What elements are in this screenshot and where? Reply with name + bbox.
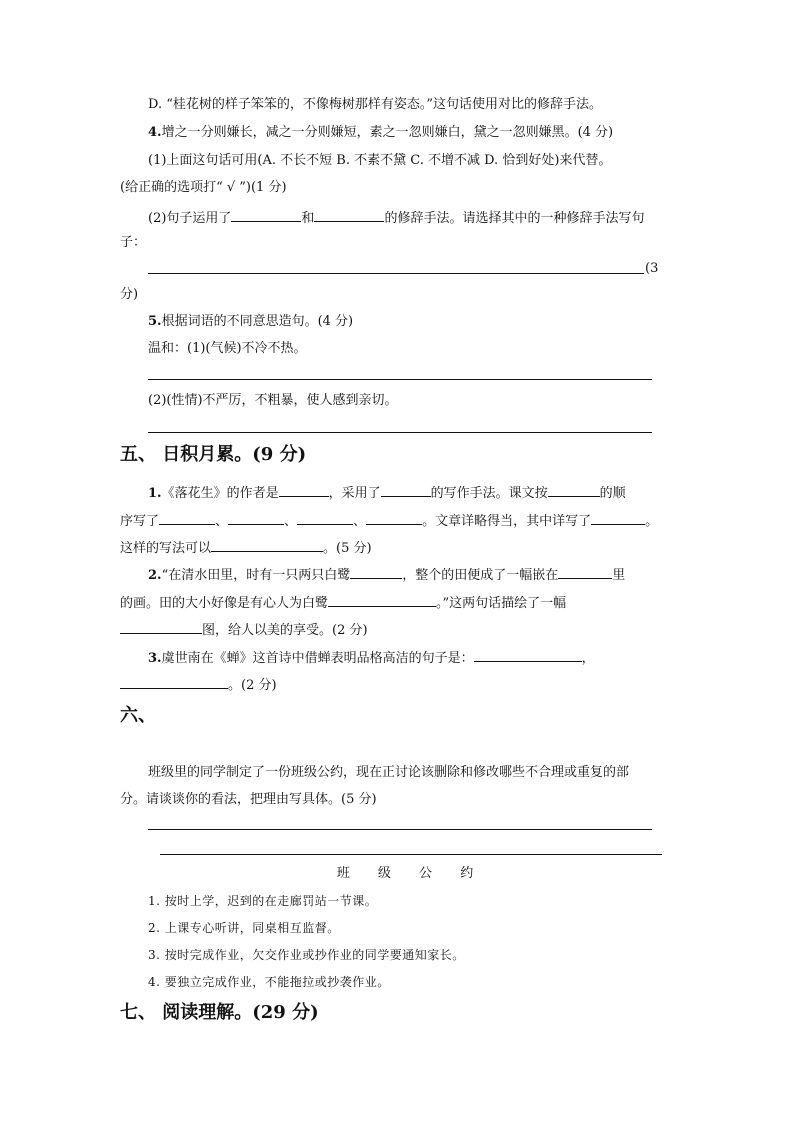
separator: 、 <box>215 514 229 529</box>
s5-q2-text-c: 里 <box>612 568 626 583</box>
question-4-2-score-a: (3 <box>645 261 659 276</box>
s5-question-1-line1 <box>148 482 626 503</box>
question-4-2-text-c: 的修辞手法。请选择其中的一种修辞手法写句 <box>384 211 645 226</box>
blank-effect[interactable] <box>211 537 323 552</box>
question-5-number: 5. <box>148 314 162 329</box>
question-4-1-line2: (给正确的选项打“ √ ”)(1 分) <box>120 180 287 195</box>
charter-rule-4: 4. 要独立完成作业，不能拖拉或抄袭作业。 <box>148 975 390 989</box>
s5-q1-line2-text-a: 序写了 <box>120 514 160 529</box>
charter-title: 班 级 公 约 <box>336 866 486 881</box>
s5-q2-line2-text-a: 的画。田的大小好像是有心人为白鹭 <box>120 596 329 611</box>
answer-line-sentence[interactable] <box>148 273 644 274</box>
s5-question-3-number: 3. <box>148 651 162 666</box>
question-5-text: 根据词语的不同意思造句。(4 分) <box>161 314 354 329</box>
s5-q1-text-a: 《落花生》的作者是 <box>161 486 279 501</box>
blank-author[interactable] <box>279 482 329 497</box>
blank-detailed[interactable] <box>591 510 645 525</box>
s5-question-1-number: 1. <box>148 486 162 501</box>
question-5-2: (2)(性情)不严厉，不粗暴，使人感到亲切。 <box>148 393 398 408</box>
s5-q1-text-d: 的顺 <box>599 486 626 501</box>
s5-q1-text-b: ，采用了 <box>328 486 381 501</box>
s5-question-3-line2 <box>120 674 277 695</box>
s5-q2-text-a: “在清水田里，时有一只两只白鹭 <box>161 568 351 583</box>
blank-poem-line-1[interactable] <box>474 647 582 662</box>
s5-q2-text-b: ，整个的田便成了一幅嵌在 <box>402 568 559 583</box>
s5-q3-text-b: ， <box>581 651 595 666</box>
blank-egret-action[interactable] <box>350 564 402 579</box>
question-4-2-text-a: (2)句子运用了 <box>148 211 232 226</box>
section-6-prompt-line1: 班级里的同学制定了一份班级公约，现在正讨论该删除和修改哪些不合理或重复的部 <box>148 765 630 780</box>
charter-rule-2: 2. 上课专心听讲，同桌相互监督。 <box>148 921 340 935</box>
charter-rule-1: 1. 按时上学，迟到的在走廊罚站一节课。 <box>148 894 378 908</box>
s5-question-3-line1 <box>148 647 595 668</box>
question-4-2-score-b: 分) <box>120 287 139 302</box>
question-5-stem <box>148 313 353 331</box>
answer-blank-rhetoric-1[interactable] <box>231 207 301 222</box>
section-7-heading: 七、 阅读理解。(29 分) <box>120 1002 319 1023</box>
blank-order[interactable] <box>548 482 600 497</box>
s5-question-2-line1 <box>148 564 625 585</box>
blank-picture[interactable] <box>120 619 202 634</box>
section-6-heading: 六、 <box>120 705 156 726</box>
section-6-prompt-line2: 分。请谈谈你的看法，把理由写具体。(5 分) <box>120 792 377 807</box>
charter-box-top-border <box>160 854 662 855</box>
answer-blank-rhetoric-2[interactable] <box>314 207 384 222</box>
question-4-stem <box>148 124 613 142</box>
blank-designed-for[interactable] <box>328 592 436 607</box>
s5-q1-text-c: 的写作手法。课文按 <box>430 486 548 501</box>
section-5-heading: 五、 日积月累。(9 分) <box>120 444 307 465</box>
separator: 、 <box>284 514 298 529</box>
s5-question-2-number: 2. <box>148 568 162 583</box>
charter-rule-3: 3. 按时完成作业，欠交作业或抄作业的同学要通知家长。 <box>148 948 465 962</box>
blank-technique[interactable] <box>381 482 431 497</box>
blank-sequence-4[interactable] <box>366 510 422 525</box>
question-4-1-line1: (1)上面这句话可用(A. 不长不短 B. 不素不黛 C. 不增不减 D. 恰到好处)来代替。 <box>148 153 612 168</box>
s5-q1-line2-text-e: 。文章详略得当，其中详写了 <box>422 514 592 529</box>
s5-q2-line3-text: 图，给人以美的享受。(2 分) <box>202 623 368 638</box>
question-5-1: 温和：(1)(气候)不冷不热。 <box>148 341 307 356</box>
s5-q2-line2-text-b: 。”这两句话描绘了一幅 <box>436 596 567 611</box>
separator: 、 <box>353 514 367 529</box>
blank-sequence-2[interactable] <box>228 510 284 525</box>
s5-q1-line3-text-b: 。(5 分) <box>323 541 372 556</box>
blank-sequence-1[interactable] <box>159 510 215 525</box>
answer-line-q5-1[interactable] <box>148 379 652 380</box>
answer-line-s6[interactable] <box>148 829 652 830</box>
s5-question-1-line2 <box>120 510 658 531</box>
s5-q3-text-a: 虞世南在《蝉》这首诗中借蝉表明品格高洁的句子是： <box>161 651 474 666</box>
s5-q1-line2-text-f: 。 <box>645 514 659 529</box>
question-4-2-text-b: 和 <box>301 211 315 226</box>
answer-line-q5-2[interactable] <box>148 432 652 433</box>
question-4-2-line2: 子： <box>120 235 147 250</box>
s5-q3-line2-text: 。(2 分) <box>228 678 277 693</box>
blank-frame[interactable] <box>558 564 612 579</box>
question-4-2-line1 <box>148 207 644 228</box>
s5-question-2-line3 <box>120 619 368 640</box>
s5-question-1-line3 <box>120 537 372 558</box>
question-4-text: 增之一分则嫌长，减之一分则嫌短，素之一忽则嫌白，黛之一忽则嫌黑。(4 分) <box>161 125 614 140</box>
blank-sequence-3[interactable] <box>297 510 353 525</box>
s5-q1-line3-text-a: 这样的写法可以 <box>120 541 212 556</box>
option-d-line: D. “桂花树的样子笨笨的，不像梅树那样有姿态。”这句话使用对比的修辞手法。 <box>148 97 603 112</box>
s5-question-2-line2 <box>120 592 566 613</box>
question-4-number: 4. <box>148 125 162 140</box>
blank-poem-line-2[interactable] <box>120 674 228 689</box>
